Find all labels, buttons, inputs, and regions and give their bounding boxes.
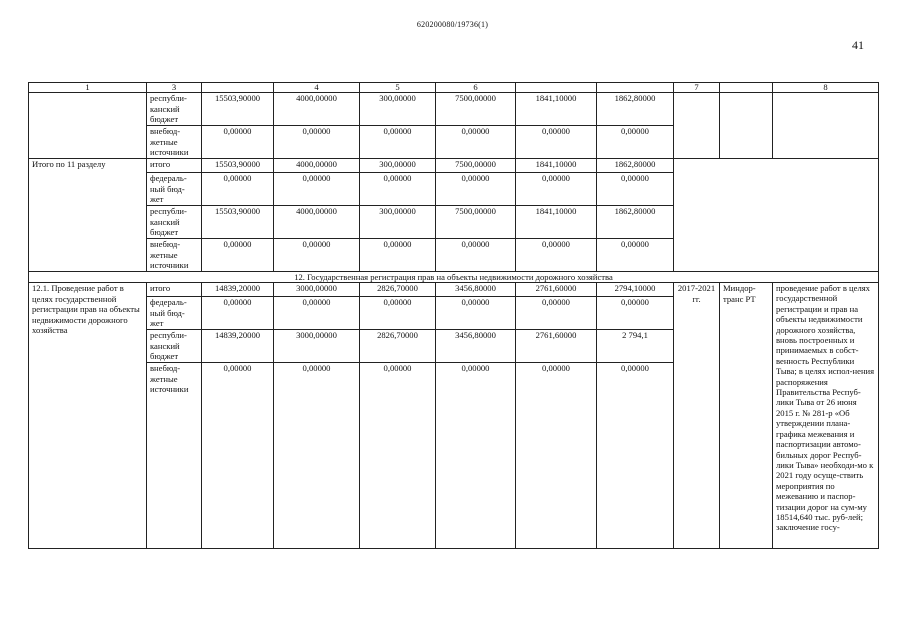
value-cell: 2761,60000	[516, 330, 597, 363]
executor-cell: Миндор-транс РТ	[720, 283, 773, 549]
source-cell: итого	[147, 159, 202, 173]
value-cell: 300,00000	[360, 206, 436, 239]
value-cell: 0,00000	[274, 126, 360, 159]
value-cell: 7500,00000	[436, 206, 516, 239]
value-cell: 0,00000	[274, 363, 360, 549]
item-label-cell: 12.1. Проведение работ в целях государственной регистрации прав на объекты недвижимости дорожного хозяйства	[29, 283, 147, 549]
source-cell: республи-канский бюджет	[147, 330, 202, 363]
source-cell: внебюд-жетные источники	[147, 363, 202, 549]
value-cell: 0,00000	[597, 363, 674, 549]
value-cell: 0,00000	[202, 173, 274, 206]
value-cell: 0,00000	[202, 297, 274, 330]
result-cell: проведение работ в целях государственной регистрации и прав на объекты недвижимости дорожного хозяйства, вновь построенных и принимаемых в собст-венность Республики Тыва; в целях испол-нения распоряжения Правительства Респуб-лики Тыва от 26 июня 2015 г. № 281-р «Об утверждении плана-графика межевания и паспортизации автомо-бильных дорог Респуб-лики Тыва» необходи-мо к 2021 году осуще-ствить мероприятия по межеванию и паспор-тизации дорог на сум-му 18514,640 тыс. руб-лей; заключение госу-	[773, 283, 879, 549]
header-cell: 1	[29, 83, 147, 93]
source-cell: итого	[147, 283, 202, 297]
column-number-row	[29, 83, 879, 93]
value-cell: 4000,00000	[274, 93, 360, 126]
value-cell: 0,00000	[516, 297, 597, 330]
value-cell: 0,00000	[274, 297, 360, 330]
value-cell: 15503,90000	[202, 93, 274, 126]
value-cell: 0,00000	[360, 363, 436, 549]
value-cell: 7500,00000	[436, 93, 516, 126]
value-cell: 15503,90000	[202, 206, 274, 239]
executor-cell	[720, 93, 773, 159]
value-cell: 0,00000	[597, 173, 674, 206]
value-cell: 0,00000	[436, 297, 516, 330]
value-cell: 2826,70000	[360, 330, 436, 363]
table-row	[29, 159, 879, 173]
value-cell: 1841,10000	[516, 93, 597, 126]
value-cell: 4000,00000	[274, 159, 360, 173]
value-cell: 1862,80000	[597, 159, 674, 173]
value-cell: 0,00000	[360, 297, 436, 330]
result-cell	[773, 93, 879, 159]
header-cell: 7	[674, 83, 720, 93]
empty-cell	[674, 159, 879, 272]
source-cell: федераль-ный бюд-жет	[147, 297, 202, 330]
source-cell: внебюд-жетные источники	[147, 126, 202, 159]
value-cell: 0,00000	[360, 239, 436, 272]
value-cell: 0,00000	[597, 297, 674, 330]
value-cell: 7500,00000	[436, 159, 516, 173]
value-cell: 3000,00000	[274, 330, 360, 363]
value-cell: 14839,20000	[202, 330, 274, 363]
value-cell: 1841,10000	[516, 206, 597, 239]
value-cell: 0,00000	[360, 173, 436, 206]
value-cell: 14839,20000	[202, 283, 274, 297]
value-cell: 0,00000	[516, 239, 597, 272]
value-cell: 1862,80000	[597, 93, 674, 126]
value-cell: 0,00000	[274, 173, 360, 206]
value-cell: 0,00000	[436, 363, 516, 549]
value-cell: 0,00000	[202, 126, 274, 159]
value-cell: 3456,80000	[436, 283, 516, 297]
section-title: 12. Государственная регистрация прав на объекты недвижимости дорожного хозяйства	[29, 272, 879, 283]
value-cell: 4000,00000	[274, 206, 360, 239]
value-cell: 0,00000	[274, 239, 360, 272]
header-cell	[597, 83, 674, 93]
value-cell: 2826,70000	[360, 283, 436, 297]
value-cell: 0,00000	[202, 239, 274, 272]
value-cell: 15503,90000	[202, 159, 274, 173]
value-cell: 1841,10000	[516, 159, 597, 173]
header-cell: 4	[274, 83, 360, 93]
value-cell: 0,00000	[436, 173, 516, 206]
period-cell	[674, 93, 720, 159]
document-id: 620200080/19736(1)	[416, 20, 489, 29]
header-cell	[720, 83, 773, 93]
section-total-label: Итого по 11 разделу	[29, 159, 147, 272]
value-cell: 0,00000	[436, 126, 516, 159]
value-cell: 2 794,1	[597, 330, 674, 363]
value-cell: 300,00000	[360, 159, 436, 173]
value-cell: 1862,80000	[597, 206, 674, 239]
value-cell: 3456,80000	[436, 330, 516, 363]
budget-table	[28, 82, 879, 549]
source-cell: федераль-ный бюд-жет	[147, 173, 202, 206]
value-cell: 0,00000	[360, 126, 436, 159]
value-cell: 0,00000	[436, 239, 516, 272]
header-cell	[516, 83, 597, 93]
header-cell: 6	[436, 83, 516, 93]
value-cell: 0,00000	[202, 363, 274, 549]
header-cell: 8	[773, 83, 879, 93]
value-cell: 0,00000	[597, 239, 674, 272]
header-cell: 5	[360, 83, 436, 93]
page-number: 41	[852, 38, 864, 52]
table-row	[29, 93, 879, 126]
value-cell: 300,00000	[360, 93, 436, 126]
source-cell: внебюд-жетные источники	[147, 239, 202, 272]
source-cell: республи-канский бюджет	[147, 206, 202, 239]
table-row	[29, 283, 879, 297]
item-label-cell	[29, 93, 147, 159]
header-cell	[202, 83, 274, 93]
value-cell: 2761,60000	[516, 283, 597, 297]
section-header-row	[29, 272, 879, 283]
source-cell: республи-канский бюджет	[147, 93, 202, 126]
value-cell: 0,00000	[516, 363, 597, 549]
value-cell: 0,00000	[516, 126, 597, 159]
value-cell: 3000,00000	[274, 283, 360, 297]
value-cell: 0,00000	[597, 126, 674, 159]
value-cell: 0,00000	[516, 173, 597, 206]
header-cell: 3	[147, 83, 202, 93]
value-cell: 2794,10000	[597, 283, 674, 297]
period-cell: 2017-2021 гг.	[674, 283, 720, 549]
